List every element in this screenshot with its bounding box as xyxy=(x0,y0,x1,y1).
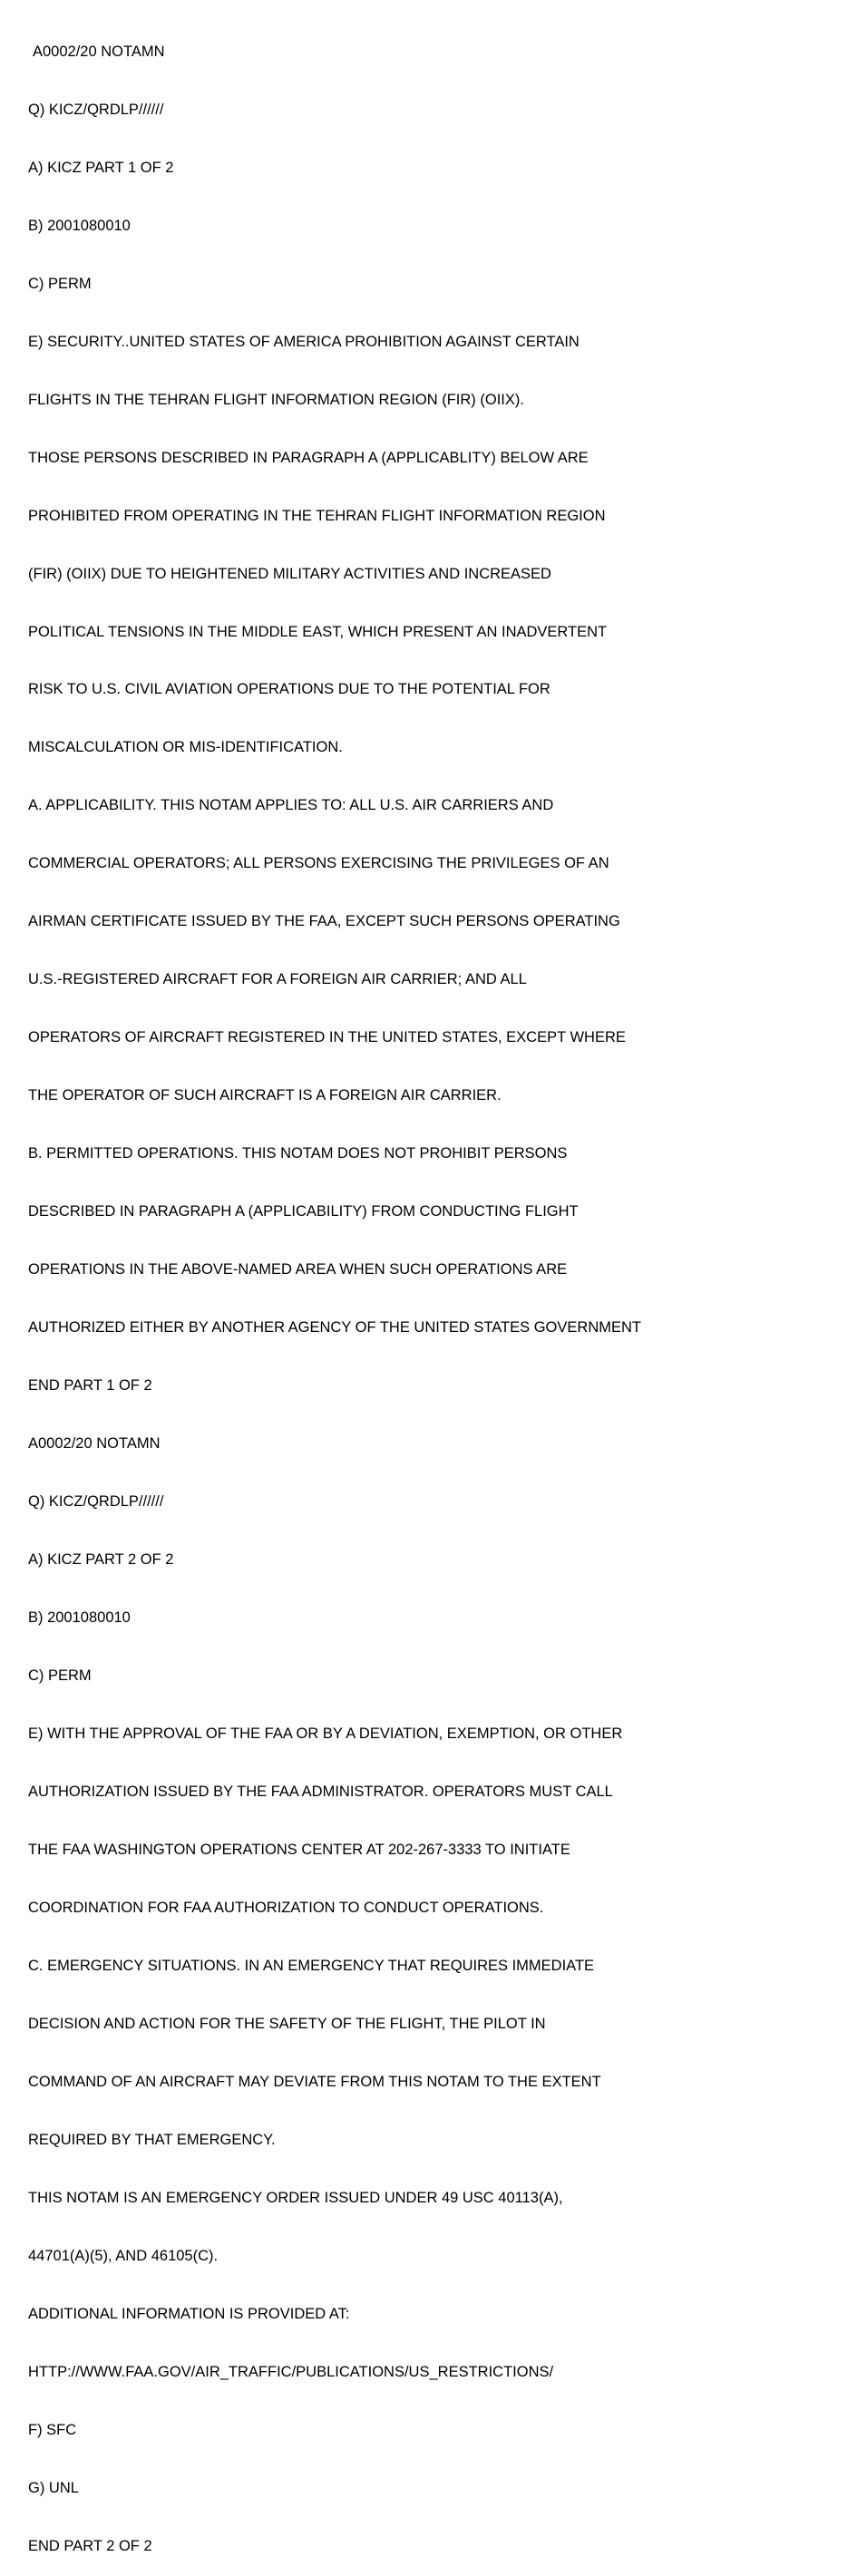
notam-line: F) SFC xyxy=(28,2422,77,2439)
notam-line: AUTHORIZATION ISSUED BY THE FAA ADMINISTRATOR. OPERATORS MUST CALL xyxy=(28,1784,613,1801)
notam-line: RISK TO U.S. CIVIL AVIATION OPERATIONS DUE TO THE POTENTIAL FOR xyxy=(28,681,550,698)
notam-line: C) PERM xyxy=(28,1667,92,1685)
notam-line: B) 2001080010 xyxy=(28,1609,131,1627)
notam-line: C) PERM xyxy=(28,275,92,292)
notam-line: FLIGHTS IN THE TEHRAN FLIGHT INFORMATION REGION (FIR) (OIIX). xyxy=(28,391,524,408)
notam-line: ADDITIONAL INFORMATION IS PROVIDED AT: xyxy=(28,2306,350,2323)
notam-line: (FIR) (OIIX) DUE TO HEIGHTENED MILITARY ACTIVITIES AND INCREASED xyxy=(28,565,551,582)
notam-line: A) KICZ PART 1 OF 2 xyxy=(28,159,174,176)
notam-line: PROHIBITED FROM OPERATING IN THE TEHRAN FLIGHT INFORMATION REGION xyxy=(28,507,606,524)
notam-line: E) WITH THE APPROVAL OF THE FAA OR BY A DEVIATION, EXEMPTION, OR OTHER xyxy=(28,1725,623,1743)
notam-line: A0002/20 NOTAMN xyxy=(33,43,165,60)
notam-line: THIS NOTAM IS AN EMERGENCY ORDER ISSUED UNDER 49 USC 40113(A), xyxy=(28,2190,563,2207)
notam-line: OPERATIONS IN THE ABOVE-NAMED AREA WHEN SUCH OPERATIONS ARE xyxy=(28,1261,568,1278)
notam-line: THE FAA WASHINGTON OPERATIONS CENTER AT 202-267-3333 TO INITIATE xyxy=(28,1842,570,1859)
notam-line: THOSE PERSONS DESCRIBED IN PARAGRAPH A (APPLICABLITY) BELOW ARE xyxy=(28,449,589,466)
notam-line: A0002/20 NOTAMN xyxy=(28,1435,161,1453)
notam-line: U.S.-REGISTERED AIRCRAFT FOR A FOREIGN AIR CARRIER; AND ALL xyxy=(28,971,527,988)
notam-line: END PART 2 OF 2 xyxy=(28,2537,152,2554)
notam-line: COMMAND OF AN AIRCRAFT MAY DEVIATE FROM THIS NOTAM TO THE EXTENT xyxy=(28,2074,601,2091)
notam-line: G) UNL xyxy=(28,2480,79,2496)
notam-line: C. EMERGENCY SITUATIONS. IN AN EMERGENCY THAT REQUIRES IMMEDIATE xyxy=(28,1958,595,1975)
notam-line: Q) KICZ/QRDLP////// xyxy=(28,1493,164,1511)
notam-line: E) SECURITY..UNITED STATES OF AMERICA PROHIBITION AGAINST CERTAIN xyxy=(28,333,580,350)
notam-line: A. APPLICABILITY. THIS NOTAM APPLIES TO: ALL U.S. AIR CARRIERS AND xyxy=(28,797,554,814)
notam-line: COMMERCIAL OPERATORS; ALL PERSONS EXERCISING THE PRIVILEGES OF AN xyxy=(28,855,609,872)
notam-line: OPERATORS OF AIRCRAFT REGISTERED IN THE UNITED STATES, EXCEPT WHERE xyxy=(28,1029,626,1046)
notam-line: 44701(A)(5), AND 46105(C). xyxy=(28,2248,219,2265)
notam-document xyxy=(28,4,858,2576)
notam-line: POLITICAL TENSIONS IN THE MIDDLE EAST, WHICH PRESENT AN INADVERTENT xyxy=(28,623,608,640)
notam-line: A) KICZ PART 2 OF 2 xyxy=(28,1551,174,1569)
notam-line: COORDINATION FOR FAA AUTHORIZATION TO CONDUCT OPERATIONS. xyxy=(28,1900,544,1917)
notam-line: DECISION AND ACTION FOR THE SAFETY OF THE FLIGHT, THE PILOT IN xyxy=(28,2016,546,2033)
notam-url: HTTP://WWW.FAA.GOV/AIR_TRAFFIC/PUBLICATIONS/US_RESTRICTIONS/ xyxy=(28,2364,554,2381)
notam-line: Q) KICZ/QRDLP////// xyxy=(28,101,164,118)
notam-line: REQUIRED BY THAT EMERGENCY. xyxy=(28,2132,276,2149)
notam-line: AUTHORIZED EITHER BY ANOTHER AGENCY OF THE UNITED STATES GOVERNMENT xyxy=(28,1319,641,1337)
notam-line: B) 2001080010 xyxy=(28,217,131,234)
notam-line: END PART 1 OF 2 xyxy=(28,1377,152,1395)
notam-line: B. PERMITTED OPERATIONS. THIS NOTAM DOES NOT PROHIBIT PERSONS xyxy=(28,1145,568,1162)
notam-line: MISCALCULATION OR MIS-IDENTIFICATION. xyxy=(28,739,343,756)
notam-line: THE OPERATOR OF SUCH AIRCRAFT IS A FOREIGN AIR CARRIER. xyxy=(28,1087,502,1104)
notam-line: AIRMAN CERTIFICATE ISSUED BY THE FAA, EXCEPT SUCH PERSONS OPERATING xyxy=(28,913,620,930)
notam-line: DESCRIBED IN PARAGRAPH A (APPLICABILITY) FROM CONDUCTING FLIGHT xyxy=(28,1203,579,1220)
